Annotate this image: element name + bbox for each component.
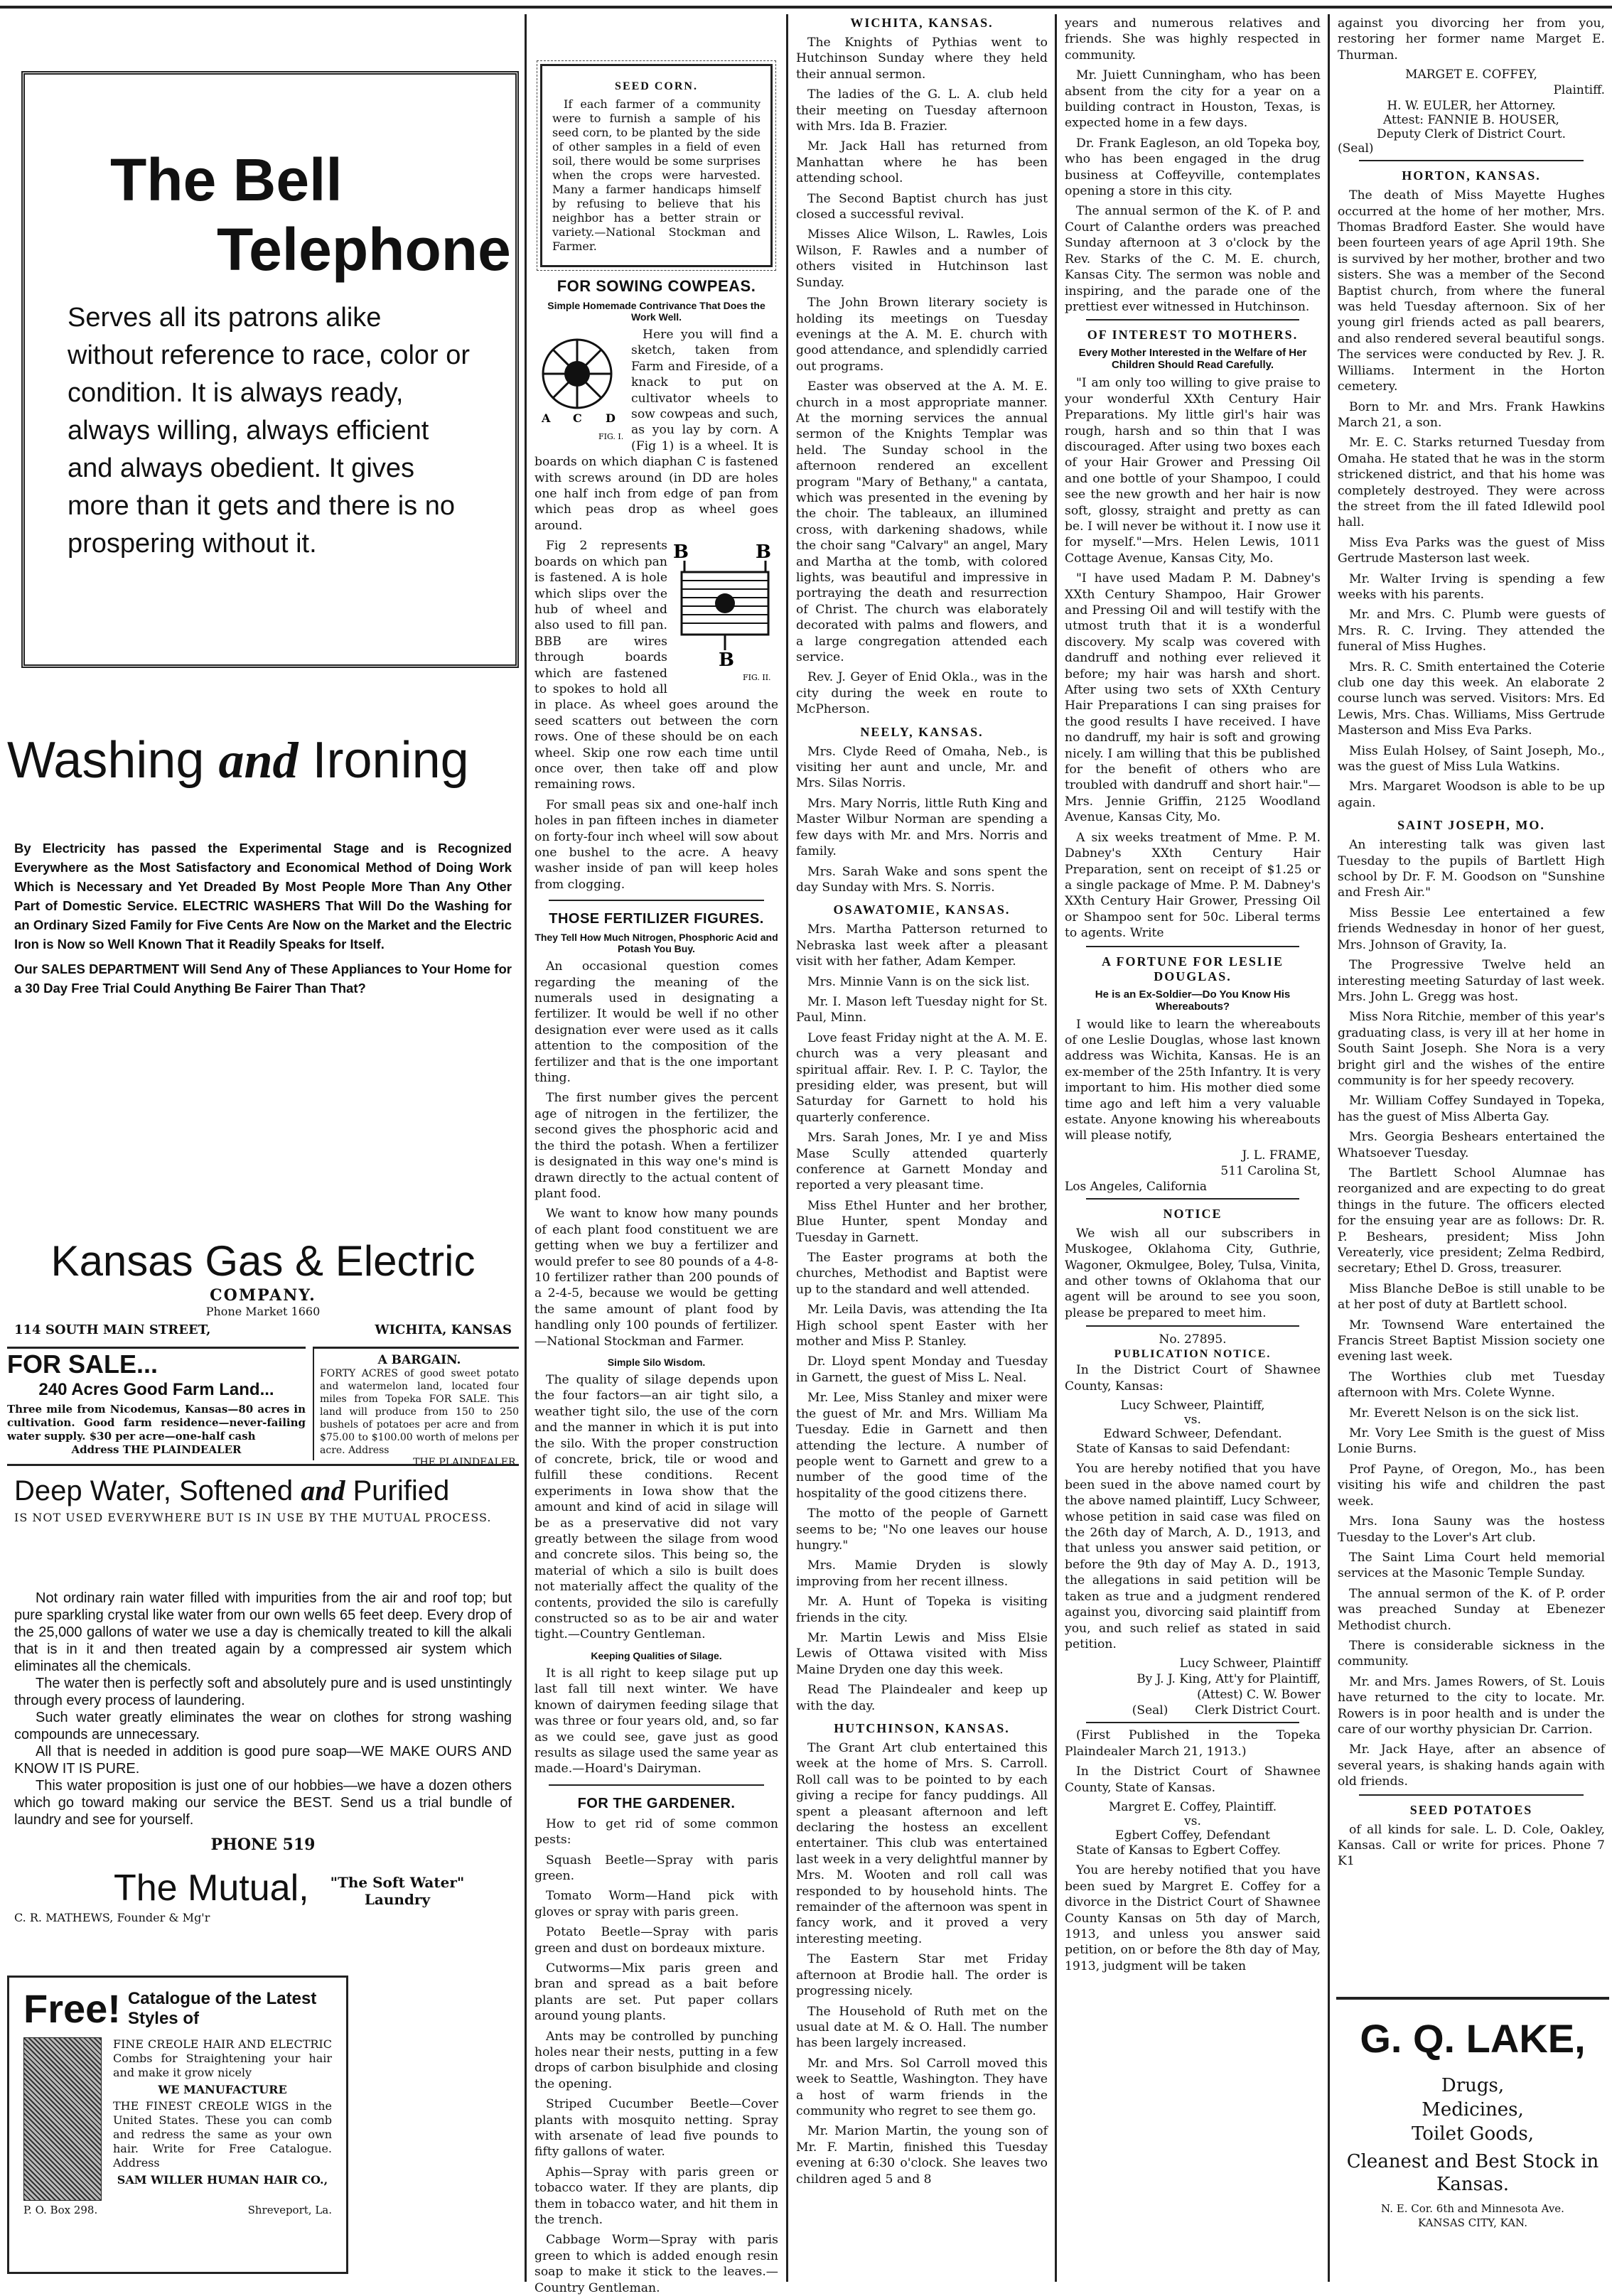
silo-paragraph: The quality of silage depends upon the four factors—an air tight silo, a weather tight silo, the use of the corn and the manner in which it is put into the silo. With the proper construction of concrete, brick, tile or wood and fulfill these conditions. Recent experiments in Iowa show that the amount and kind of acid in silage will be as a preservative did not vary greatly between the silage from wood and concrete silos. This being so, the material of which a silo is built does not materially affect the quality of the contents, provided the silo is carefully constructed so as to be air and water tight.—Country Gentleman. — [534, 1372, 778, 1642]
publication-2-signature: H. W. EULER, her Attorney. — [1387, 99, 1556, 114]
horton-item: Mr. E. C. Starks returned Tuesday from Omaha. He stated that he was in the storm strickened district, and that his home was completely destroyed. They were across the street from the ill fated Idlewild pool hall. — [1338, 436, 1605, 530]
laundry-phone: PHONE 519 — [210, 1836, 316, 1854]
publication-2-body: against you divorcing her from you, restoring her former name Marget E. Thurman. — [1338, 16, 1605, 63]
fertilizer-paragraph: An occasional question comes regarding the meaning of the numerals used in designating a fertilizer. It would be well if no other designation ever were used as it calls attention to the composition of the fertilizer and that is the one important thing. — [534, 959, 778, 1086]
label-d: D — [606, 411, 616, 425]
hutchinson-heading: HUTCHINSON, KANSAS. — [834, 1721, 1010, 1735]
seed-corn-body: If each farmer of a community were to furnish a sample of his seed corn, to be planted by the side of other samples in a field of even soil, there would be some surprises when the crops were harvested. Many a farmer handicaps himself by refusing to believe that his neighbor has a better strain or variety.—National Stockman and Farmer. — [552, 97, 761, 253]
kansas-gas-electric-ad — [7, 1236, 519, 1336]
saint-joseph-item: Mr. William Coffey Sundayed in Topeka, has the guest of Miss Alberta Gay. — [1338, 1094, 1605, 1124]
lake-line: Cleanest and Best Stock in Kansas. — [1346, 2151, 1599, 2195]
gardener-paragraph: Cabbage Worm—Spray with paris green to which is added enough resin soap to make it stick to the leaves.—Country Gentleman. — [534, 2233, 778, 2295]
wichita-item: Easter was observed at the A. M. E. church in a most appropriate manner. At the morning services the annual sermon of the Knights Templar was held. The Sunday school in the afternoon rendered an excellent program "Mary of Bethany," a cantata, which was presented in the evening by the choir. The tableaux, an illumined cross, with darkening shadows, while the choir sang "Calvary" an angel, Mary and Martha at the tomb, with colored lights, was beautiful and impressive in portraying the death and resurrection of Christ. The church was elaborately decorated with palms and flowers, and a large congregation attended each service. — [796, 379, 1048, 665]
hub-hole — [715, 593, 735, 613]
publication-state: State of Kansas to said Defendant: — [1076, 1442, 1291, 1457]
hutchinson-item: The Eastern Star met Friday afternoon at Brodie hall. The order is progressing nicely. — [796, 1952, 1048, 1999]
neely-item: Mrs. Sarah Wake and sons spent the day Sunday with Mrs. S. Norris. — [796, 864, 1048, 895]
publication-party: Edward Schweer, Defendant. — [1103, 1427, 1282, 1442]
creole-hair-ad — [7, 1976, 348, 2274]
label-a: A — [542, 411, 551, 425]
horton-item: Mr. Walter Irving is spending a few weeks with his parents. — [1338, 571, 1605, 602]
advertisement-column — [0, 0, 523, 2282]
gardener-paragraph: Tomato Worm—Hand pick with gloves or spray with paris green. — [534, 1889, 778, 1919]
osawatomie-item: Mrs. Minnie Vann is on the sick list. — [807, 974, 1030, 989]
publication-2-seal: (Seal) — [1338, 141, 1374, 156]
saint-joseph-item: The Progressive Twelve held an interesting meeting Saturday of last week. Mrs. John L. Gregg was host. — [1338, 958, 1605, 1004]
publication-court: In the District Court of Shawnee County, Kansas: — [1065, 1363, 1321, 1394]
washing-ironing-ad — [7, 725, 519, 1222]
for-sale-body: Three mile from Nicodemus, Kansas—80 acres in cultivation. Good farm residence—never-failing water supply. $30 per acre—one-half cash — [7, 1403, 306, 1443]
neely-item: Mrs. Clyde Reed of Omaha, Neb., is visiting her aunt and uncle, Mr. and Mrs. Silas Norris. — [796, 744, 1048, 791]
osawatomie-item: Mrs. Mamie Dryden is slowly improving from her recent illness. — [796, 1558, 1048, 1589]
publication-signature: Lucy Schweer, Plaintiff — [1179, 1656, 1321, 1671]
gardener-paragraph: Striped Cucumber Beetle—Cover plants with mosquito netting. Spray with arsenate of lead five pounds to fifty gallons of water. — [534, 2097, 778, 2160]
wichita-item: The ladies of the G. L. A. club held their meeting on Tuesday afternoon with Mrs. Ida B. Frazier. — [796, 87, 1048, 134]
osawatomie-item: Mr. Martin Lewis and Miss Elsie Lewis of Ottawa visited with Miss Maine Dryden one day this week. — [796, 1630, 1048, 1677]
publication-heading: PUBLICATION NOTICE. — [1114, 1348, 1272, 1361]
hutchinson-item: The Household of Ruth met on the usual date at M. & O. Hall. The number has been largely increased. — [796, 2004, 1048, 2051]
bargain-title: A BARGAIN. — [377, 1353, 461, 1367]
saint-joseph-item: The Saint Lima Court held memorial services at the Masonic Temple Sunday. — [1338, 1550, 1605, 1581]
gardener-paragraph: Cutworms—Mix paris green and bran and spread as a bait before plants are set. Put paper collars around young plants. — [534, 1961, 778, 2024]
publication-vs: vs. — [1184, 1413, 1201, 1428]
water-paragraph: All that is needed in addition is good pure soap—WE MAKE OURS AND KNOW IT IS PURE. — [14, 1744, 512, 1777]
free-word: Free! — [23, 1986, 121, 2031]
bell-body: Serves all its patrons alike without reference to race, color or condition. It is always ready, always willing, always efficient and always obedient. It gives more than it gets and there is no prospering without it. — [68, 303, 471, 559]
horton-item: Mrs. Margaret Woodson is able to be up again. — [1338, 780, 1605, 810]
fertilizer-title: THOSE FERTILIZER FIGURES. — [549, 911, 764, 927]
wichita-item: Mr. Jack Hall has returned from Manhattan where he has been attending school. — [796, 139, 1048, 186]
fig-2-caption: FIG. II. — [743, 673, 771, 683]
label-c: C — [573, 411, 582, 425]
for-sale-ad — [7, 1347, 306, 1460]
kge-phone: Phone Market 1660 — [205, 1305, 321, 1318]
bargain-body: FORTY ACRES of good sweet potato and watermelon land, located four miles from Topeka FOR SALE. This land will produce from 150 to 250 bushels of potatoes per acre and from $75.00 to $100.00 worth of melons per acre. Address — [320, 1368, 519, 1456]
saint-joseph-item: Miss Blanche DeBoe is still unable to be at her post of duty at Bartlett school. — [1338, 1281, 1605, 1313]
water-paragraph: The water then is perfectly soft and absolutely pure and is used unstintingly through every process of laundering. — [14, 1676, 512, 1708]
label-b: B — [719, 650, 734, 672]
neely-item: Mrs. Mary Norris, little Ruth King and Master Wilbur Norman are spending a few days with Mr. and Mrs. Norris and family. — [796, 796, 1048, 859]
seed-potatoes-body: of all kinds for sale. L. D. Cole, Oakley, Kansas. Call or write for prices. Phone 7 K1 — [1338, 1822, 1605, 1869]
label-b: B — [673, 541, 689, 564]
cowpeas-paragraph: For small peas six and one-half inch holes in pan fifteen inches in diameter on forty-four inch wheel will sow about one bushel to the acre. A heavy washer inside of pan will keep holes from clogging. — [534, 797, 778, 892]
testimonial: A six weeks treatment of Mme. P. M. Dabney's XXth Century Hair Preparation, sent on receipt of $1.25 or a single package of Mme. P. M. Dabney's XXth Century Hair Grower, Pressing Oil or Shampoo sent for 50c. Liberal terms to agents. Write — [1065, 830, 1321, 941]
washing-body: By Electricity has passed the Experimental Stage and is Recognized Everywhere as the Most Satisfactory and Economical Method of Doing Work Which is Necessary and Yet Dreaded By Most People More Than Any Other Part of Domestic Service. ELECTRIC WASHERS That Will Do the Washing for an Ordinary Sized Family for Five Cents Are Now on the Market and the Electric Iron is Now so Well Known That it Readily Speaks for Itself. — [14, 841, 512, 952]
for-sale-address: Address THE PLAINDEALER — [71, 1443, 242, 1456]
cowpeas-paragraph: Fig 2 represents boards on which pan is fastened. A is hole which slips over the hub of wheel and also used to fill pan. BBB are wires through boards which are fastened to spokes to hold all in place. As wheel goes around the seed scatters out between the corn rows. One of these should be on each wheel. Skip one row each time until once over, then take off and plow remaining rows. — [534, 539, 778, 792]
seeder-pan-figure — [672, 541, 778, 683]
publication-2-signature: Deputy Clerk of District Court. — [1376, 127, 1567, 142]
horton-heading: HORTON, KANSAS. — [1402, 168, 1541, 183]
publication-2-body: You are hereby notified that you have been sued by Margret E. Coffey for a divorce in the District Court of Shawnee County Kansas on 5th day of March, 1913, and unless you answer said petition, on or before the 8th day of May, 1913, judgment will be taken — [1065, 1863, 1321, 1973]
publication-2-signature: MARGET E. COFFEY, — [1405, 68, 1537, 82]
osawatomie-item: Love feast Friday night at the A. M. E. church was a very pleasant and spiritual affair. Rev. I. P. C. Taylor, the presiding elder, was present, but will Saturday for Garnett to hold his quarterly conference. — [796, 1030, 1048, 1125]
publication-2-party: Margret E. Coffey, Plaintiff. — [1108, 1799, 1277, 1814]
bargain-address: THE PLAINDEALER. — [413, 1457, 519, 1468]
kge-company: COMPANY. — [210, 1286, 316, 1305]
saint-joseph-item: Mr. Townsend Ware entertained the Francis Street Baptist Mission society one evening last week. — [1338, 1317, 1605, 1364]
hutchinson-item: The annual sermon of the K. of P. and Court of Calanthe orders was preached Sunday afternoon at 3 o'clock by the Rev. Starks of the C. M. E. church, Kansas City. The sermon was noble and inspiring, and the parade one of the prettiest ever witnessed in Hutchinson. — [1065, 204, 1321, 314]
gardener-paragraph: Squash Beetle—Spray with paris green. — [534, 1853, 778, 1883]
creole-header — [23, 1988, 332, 2030]
wichita-heading: WICHITA, KANSAS. — [850, 16, 994, 30]
fertilizer-paragraph: We want to know how many pounds of each plant food constituent we are getting when we buy a fertilizer and would prefer to see 80 pounds of a 4-8-10 fertilizer rather than 200 pounds of a 2-4-5, because we would be getting the same amount of plant food by handling only 100 pounds of fertilizer.—National Stockman and Farmer. — [534, 1207, 778, 1349]
publication-signature: (Attest) C. W. Bower — [1197, 1688, 1321, 1703]
osawatomie-item: Dr. Lloyd spent Monday and Tuesday in Garnett, the guest of Miss L. Neal. — [796, 1354, 1048, 1385]
fortune-signature: Los Angeles, California — [1065, 1179, 1208, 1194]
mutual-name: The Mutual, — [114, 1867, 309, 1909]
osawatomie-item: Miss Ethel Hunter and her brother, Blue Hunter, spent Monday and Tuesday in Garnett. — [796, 1198, 1048, 1245]
seeder-wheel-figure — [534, 330, 627, 443]
gardener-paragraph: How to get rid of some common pests: — [534, 1816, 778, 1848]
soft-water-box — [331, 1874, 465, 1908]
lake-drugs-ad — [1336, 1997, 1609, 2278]
publication-body: You are hereby notified that you have been sued in the above named court by the above named plaintiff, Lucy Schweer, whose petition in said case was filed on the 26th day of March, A. D., 1913, and that unless you answer said petition, or before the 9th day of May A. D., 1913, the allegations in said petition will be taken as true and a judgment rendered against you, divorcing said plaintiff from you, and such relief as stated in said petition. — [1065, 1462, 1321, 1651]
mothers-subheading: Every Mother Interested in the Welfare of Her Children Should Read Carefully. — [1078, 347, 1307, 372]
publication-party: Lucy Schweer, Plaintiff, — [1120, 1398, 1265, 1413]
horton-item: Mr. and Mrs. C. Plumb were guests of Mrs. R. C. Irving. They attended the funeral of Miss Hughes. — [1338, 608, 1605, 654]
saint-joseph-item: The annual sermon of the K. of P. order was preached Sunday at Ebenezer Methodist church. — [1338, 1586, 1605, 1633]
publication-2-vs: vs. — [1184, 1813, 1201, 1828]
wichita-item: Misses Alice Wilson, L. Rawles, Lois Wilson, F. Rawles and a number of others visited in Hutchinson last Sunday. — [796, 227, 1048, 290]
horton-item: Miss Eva Parks was the guest of Miss Gertrude Masterson last week. — [1338, 535, 1605, 566]
lake-line: N. E. Cor. 6th and Minnesota Ave. — [1381, 2202, 1564, 2215]
woman-portrait — [23, 2037, 102, 2201]
creole-manufacture: WE MANUFACTURE — [158, 2083, 287, 2096]
washing-body-2: Our SALES DEPARTMENT Will Send Any of These Appliances to Your Home for a 30 Day Free Trial Could Anything Be Fairer Than That? — [14, 961, 512, 996]
horton-item: The death of Miss Mayette Hughes occurred at the home of her mother, Mrs. Thomas Bradford Easter. She would have been fourteen years of age April 19th. She is survived by her mother, brother and two sisters. She was a member of the Second Baptist church, from where the funeral was held Tuesday afternoon. Six of her young girl friends acted as pall bearers, and also rendered several beautiful songs. The services were conducted by Rev. J. R. Williams. Interment in the Horton cemetery. — [1338, 188, 1605, 394]
fortune-body: I would like to learn the whereabouts of one Leslie Douglas, whose last known address was Wichita, Kansas. He is an ex-member of the 25th Infantry. It is very important to him. His mother died some time ago and left him a very valuable estate. Anyone knowing his whereabouts will please notify, — [1065, 1017, 1321, 1143]
news-column-2 — [1060, 0, 1325, 2282]
osawatomie-item: Mr. I. Mason left Tuesday night for St. Paul, Minn. — [796, 994, 1048, 1025]
water-title-b: Softened — [178, 1475, 294, 1507]
washing-title — [7, 725, 519, 796]
lake-line: KANSAS CITY, KAN. — [1418, 2216, 1527, 2229]
lake-line: Drugs, — [1441, 2075, 1505, 2096]
hutchinson-item: Dr. Frank Eagleson, an old Topeka boy, who has been engaged in the drug business at Coffeyville, contemplates opening a store in this city. — [1065, 136, 1321, 199]
gardener-paragraph: Aphis—Spray with paris green or tobacco water. If they are plants, dip them in tobacco water, and hit them in the trench. — [534, 2165, 778, 2228]
osawatomie-item: Mr. A. Hunt of Topeka is visiting friends in the city. — [796, 1595, 1048, 1625]
horton-item: Mrs. R. C. Smith entertained the Coterie club one day this week. An elaborate 2 course lunch was served. Visitors: Mrs. Ed Lewis, Mrs. Chas. Williams, Miss Gertrude Masterson and Miss Eva Parks. — [1338, 659, 1605, 738]
washing-word: Washing — [7, 732, 205, 789]
news-column-1 — [792, 0, 1052, 2282]
saint-joseph-item: Mrs. Iona Sauny was the hostess Tuesday to the Lover's Art club. — [1338, 1514, 1605, 1545]
mutual-laundry-ad — [7, 1464, 519, 1968]
fortune-signature: 511 Carolina St, — [1220, 1163, 1321, 1178]
horton-item: Born to Mr. and Mrs. Frank Hawkins March 21, a son. — [1338, 399, 1605, 430]
creole-box: P. O. Box 298. — [23, 2204, 98, 2216]
creole-address-row — [23, 2204, 332, 2216]
silage-paragraph: It is all right to keep silage put up last fall till next winter. We have known of dairymen feeding silage that was three or four years old, and, so far as we could see, gave just as good results as silage used the same year as made.—Hoard's Dairyman. — [534, 1666, 778, 1777]
for-sale-title: FOR SALE... — [7, 1349, 158, 1379]
kge-title: Kansas Gas & Electric — [50, 1237, 475, 1285]
hutchinson-item: Mr. Juiett Cunningham, who has been absent from the city for a year on a building contract in Houston, Texas, is expected home in a few days. — [1065, 68, 1321, 131]
column-rule — [786, 14, 788, 2282]
wichita-item: The Knights of Pythias went to Hutchinson Sunday where they held their annual sermon. — [796, 36, 1048, 82]
horton-item: Miss Eulah Holsey, of Saint Joseph, Mo., was the guest of Miss Lula Watkins. — [1338, 743, 1605, 775]
saint-joseph-item: The Worthies club met Tuesday afternoon with Mrs. Colete Wynne. — [1338, 1369, 1605, 1401]
water-title-c: and — [301, 1475, 345, 1507]
cowpeas-subtitle: Simple Homemade Contrivance That Does the Work Well. — [547, 300, 765, 323]
saint-joseph-item: Miss Nora Ritchie, member of this year's graduating class, is very ill at her home in South Saint Joseph. She Nora is a very bright girl and the wishes of the entire community is for her speedy recovery. — [1338, 1010, 1605, 1088]
publication-2-court: In the District Court of Shawnee County, State of Kansas. — [1065, 1764, 1321, 1795]
lake-name: G. Q. LAKE, — [1360, 2016, 1586, 2061]
cowpeas-paragraph: Here you will find a sketch, taken from Farm and Fireside, of a knack to put on cultivator wheels to sow cowpeas and such, as you lay by corn. A (Fig 1) is a wheel. It is boards on which diaphan C is fastened with screws around (in DD are holes one half inch from edge of pan from which peas drop as wheel goes around. — [534, 328, 778, 533]
for-sale-subtitle: 240 Acres Good Farm Land... — [38, 1380, 274, 1399]
saint-joseph-item: Mr. Everett Nelson is on the sick list. — [1349, 1406, 1579, 1421]
creole-content — [23, 2037, 332, 2201]
hutchinson-item: years and numerous relatives and friends. She was highly respected in community. — [1065, 16, 1321, 63]
saint-joseph-item: An interesting talk was given last Tuesday to the pupils of Bartlett High school by Dr. F. M. Goodson on "Sunshine and Fresh Air." — [1338, 838, 1605, 900]
silo-title: Simple Silo Wisdom. — [607, 1356, 706, 1368]
publication-signature: By J. J. King, Att'y for Plaintiff, — [1137, 1672, 1321, 1687]
publication-number: No. 27895. — [1159, 1332, 1227, 1347]
saint-joseph-heading: SAINT JOSEPH, MO. — [1397, 818, 1545, 833]
cowpeas-title: FOR SOWING COWPEAS. — [557, 277, 756, 295]
gardener-paragraph: Ants may be controlled by punching holes near their nests, putting in a few drops of carbon bisulphide and closing the opening. — [534, 2029, 778, 2091]
creole-body-2: THE FINEST CREOLE WIGS in the United States. These you can comb and redress the same as your own hair. Write for Free Catalogue. Address — [113, 2099, 332, 2170]
hutchinson-item: The Grant Art club entertained this week at the home of Mrs. S. Carroll. Roll call was to be pointed to by each giving a recipe for fancy puddings. All spent a pleasant afternoon and left declaring the hostess an excellent entertainer. This club was entertained last week in a very delightful manner by Mrs. M. Wooten and roll call was responded to by household hints. The remainder of the afternoon was spent in fancy work, and it proved a very interesting meeting. — [796, 1741, 1048, 1946]
column-rule — [1328, 14, 1330, 2282]
saint-joseph-item: Mrs. Georgia Beshears entertained the Whatsoever Tuesday. — [1338, 1130, 1605, 1160]
fortune-subheading: He is an Ex-Soldier—Do You Know His Whereabouts? — [1095, 988, 1291, 1013]
publication-2-state: State of Kansas to Egbert Coffey. — [1076, 1843, 1281, 1858]
publication-2-signature: Plaintiff. — [1553, 83, 1605, 98]
lake-line: Medicines, — [1422, 2099, 1524, 2120]
osawatomie-item: The Easter programs at both the churches, Methodist and Baptist were up to the standard and well attended. — [796, 1251, 1048, 1297]
publication-2-party: Egbert Coffey, Defendant — [1115, 1828, 1270, 1843]
water-title-d: Purified — [353, 1475, 450, 1507]
label-b: B — [756, 541, 771, 564]
seed-corn-box — [540, 64, 773, 267]
creole-city: Shreveport, La. — [247, 2204, 332, 2216]
seed-corn-title: SEED CORN. — [615, 80, 698, 92]
cowpeas-article — [534, 327, 778, 893]
notice-heading: NOTICE — [1163, 1206, 1223, 1221]
bell-telephone-ad — [21, 71, 519, 668]
telephone-title: Telephone — [217, 216, 511, 283]
wichita-item: The John Brown literary society is holding its meetings on Tuesday evenings at the A. M. E. church with good attendance, and splendidly carried out programs. — [796, 296, 1048, 374]
water-title — [14, 1472, 512, 1510]
ironing-word: Ironing — [312, 732, 469, 789]
news-column-3 — [1333, 0, 1609, 2282]
silage-title: Keeping Qualities of Silage. — [591, 1649, 722, 1661]
notice-body: We wish all our subscribers in Muskogee, Oklahoma City, Guthrie, Wagoner, Okmulgee, Boley, Tulsa, Vinita, and other towns of Oklahoma that our agent will be around to see you soon, please be prepared to meet him. — [1065, 1226, 1321, 1320]
hutchinson-item: Mr. Marion Martin, the young son of Mr. F. Martin, finished this Tuesday evening at 6:30 o'clock. She leaves two children aged 5 and 8 — [796, 2124, 1048, 2187]
creole-catalogue: Catalogue of the Latest Styles of — [127, 1989, 317, 2028]
osawatomie-item: Mrs. Martha Patterson returned to Nebraska last week after a pleasant visit with her father, Adam Kemper. — [796, 922, 1048, 969]
osawatomie-item: Mr. Leila Davis, was attending the Ita High school spent Easter with her mother and Miss P. Stanley. — [796, 1303, 1048, 1349]
saint-joseph-item: Mr. Vory Lee Smith is the guest of Miss Lonie Burns. — [1338, 1426, 1605, 1457]
water-title-a: Deep Water, — [14, 1475, 171, 1507]
publication-signature: (Seal) Clerk District Court. — [1132, 1703, 1321, 1718]
and-word: and — [218, 732, 299, 789]
laundry-word: Laundry — [364, 1891, 431, 1908]
bargain-ad — [313, 1347, 519, 1468]
kge-address-row — [7, 1322, 519, 1337]
fortune-heading: A FORTUNE FOR LESLIE DOUGLAS. — [1102, 954, 1284, 983]
water-paragraph: This water proposition is just one of our hobbies—we have a dozen others which go toward making our service the BEST. Send us a trial bundle of laundry and see for yourself. — [14, 1778, 512, 1828]
gardener-paragraph: Potato Beetle—Spray with paris green and dust on bordeaux mixture. — [534, 1925, 778, 1956]
kge-city: WICHITA, KANSAS — [375, 1322, 512, 1337]
kge-address: 114 SOUTH MAIN STREET, — [14, 1322, 211, 1337]
column-rule — [1055, 14, 1057, 2282]
fertilizer-subtitle: They Tell How Much Nitrogen, Phosphoric Acid and Potash You Buy. — [534, 932, 778, 955]
laundry-founder: C. R. MATHEWS, Founder & Mg'r — [14, 1911, 210, 1924]
saint-joseph-item: Miss Bessie Lee entertained a few friends Wednesday in honor of her guest, Mrs. Johnson of Gravity, Ia. — [1338, 905, 1605, 952]
publication-2-first: (First Published in the Topeka Plaindealer March 21, 1913.) — [1065, 1728, 1321, 1759]
gardener-title: FOR THE GARDENER. — [577, 1795, 736, 1811]
saint-joseph-item: Prof Payne, of Oregon, Mo., has been visiting his wife and children the past week. — [1338, 1462, 1605, 1509]
mutual-signature — [14, 1868, 512, 1908]
seed-potatoes-heading: SEED POTATOES — [1409, 1802, 1533, 1817]
osawatomie-item: Mr. Lee, Miss Stanley and mixer were the guest of Mr. and Mrs. William Ma Tuesday. Edie in Garnett and then attending the lecture. A number of people went to Garnett and grew to a number of the good time of the hospitality of the good citizens there. — [796, 1391, 1048, 1501]
mothers-heading: OF INTEREST TO MOTHERS. — [1087, 328, 1299, 343]
bell-title: The Bell — [110, 146, 343, 213]
water-paragraph: Such water greatly eliminates the wear on clothes for strong washing compounds are unnecessary. — [14, 1710, 512, 1742]
saint-joseph-item: There is considerable sickness in the community. — [1338, 1638, 1605, 1669]
column-rule — [525, 14, 527, 2282]
saint-joseph-item: The Bartlett School Alumnae has reorganized and are expecting to do great things in the future. The officers elected for the ensuing year are as follows: Dr. R. P. Beshears, president; Miss John Vereaterly, vice president; Zelma Redbird, secretary; Ethel D. Gross, treasurer. — [1338, 1165, 1605, 1276]
saint-joseph-item: Mr. and Mrs. James Rowers, of St. Louis have returned to the city to locate. Mr. Rowers is in poor health and is under the care of our worthy physician Dr. Carrion. — [1338, 1674, 1605, 1737]
lake-line: Toilet Goods, — [1411, 2123, 1535, 2145]
fortune-signature: J. L. FRAME, — [1242, 1148, 1321, 1163]
publication-2-signature: Attest: FANNIE B. HOUSER, — [1383, 113, 1559, 128]
testimonial: "I am only too willing to give praise to your wonderful XXth Century Hair Preparations. My little girl's hair was rough, harsh and so thin that I was discouraged. After using two boxes each of your Hair Grower and Pressing Oil and one bottle of your Shampoo, I could see the new growth and her hair is now soft, glossy, straight and pretty as can be. I will never be without it. I now use it for myself."—Mrs. Helen Lewis, 1011 Cottage Avenue, Kansas City, Mo. — [1065, 376, 1321, 566]
saint-joseph-item: Mr. Jack Haye, after an absence of several years, is shaking hands again with old friends. — [1338, 1742, 1605, 1789]
neely-heading: NEELY, KANSAS. — [860, 724, 984, 739]
farm-column — [530, 0, 783, 2295]
water-tagline: IS NOT USED EVERYWHERE BUT IS IN USE BY THE MUTUAL PROCESS. — [14, 1511, 492, 1524]
creole-body: FINE CREOLE HAIR AND ELECTRIC Combs for Straightening your hair and make it grow nicely — [113, 2037, 332, 2079]
soft-water-tagline: "The Soft Water" — [330, 1874, 465, 1891]
osawatomie-heading: OSAWATOMIE, KANSAS. — [833, 902, 1011, 917]
testimonial: "I have used Madam P. M. Dabney's XXth Century Shampoo, Hair Grower and Pressing Oil and will testify with the utmost truth that it is a wonderful discovery. My scalp was covered with dandruff and nothing ever relieved it before; my hair was harsh and short. After using two sets of XXth Century Hair Preparations I can sing praises for the good results I have received. I have no dandruff, my hair is soft and growing nicely. I am willing that this be published for the benefit of others who are troubled with dandruff and short hair."—Mrs. Jennie Griffin, 2125 Woodland Avenue, Kansas City, Mo. — [1065, 571, 1321, 825]
osawatomie-item: Mrs. Sarah Jones, Mr. I ye and Miss Mase Scully attended quarterly conference at Garnett Monday and reported a very pleasant time. — [796, 1131, 1048, 1193]
wichita-item: The Second Baptist church has just closed a successful revival. — [796, 191, 1048, 222]
wichita-item: Rev. J. Geyer of Enid Okla., was in the city during the week en route to McPherson. — [796, 670, 1048, 717]
water-paragraph: Not ordinary rain water filled with impurities from the air and roof top; but pure sparkling crystal like water from our own wells 65 feet deep. Every drop of the 25,000 gallons of water we use a day is chemically treated to kill the alkali that is in it and then treated again by a compressed air system which eliminates all the chemicals. — [14, 1590, 512, 1674]
osawatomie-item: The motto of the people of Garnett seems to be; "No one leaves our house hungry." — [796, 1507, 1048, 1553]
creole-company: SAM WILLER HUMAN HAIR CO., — [117, 2173, 328, 2187]
fig-1-caption: FIG. I. — [598, 432, 624, 441]
osawatomie-item: Read The Plaindealer and keep up with the day. — [796, 1683, 1048, 1713]
fertilizer-paragraph: The first number gives the percent age of nitrogen in the fertilizer, the second gives the phosphoric acid and the third the potash. When a fertilizer is designated in this way one's mind is drawn directly to the actual content of plant food. — [534, 1091, 778, 1201]
hutchinson-item: Mr. and Mrs. Sol Carroll moved this week to Seattle, Washington. They have a host of warm friends in the community who regret to see them go. — [796, 2056, 1048, 2118]
